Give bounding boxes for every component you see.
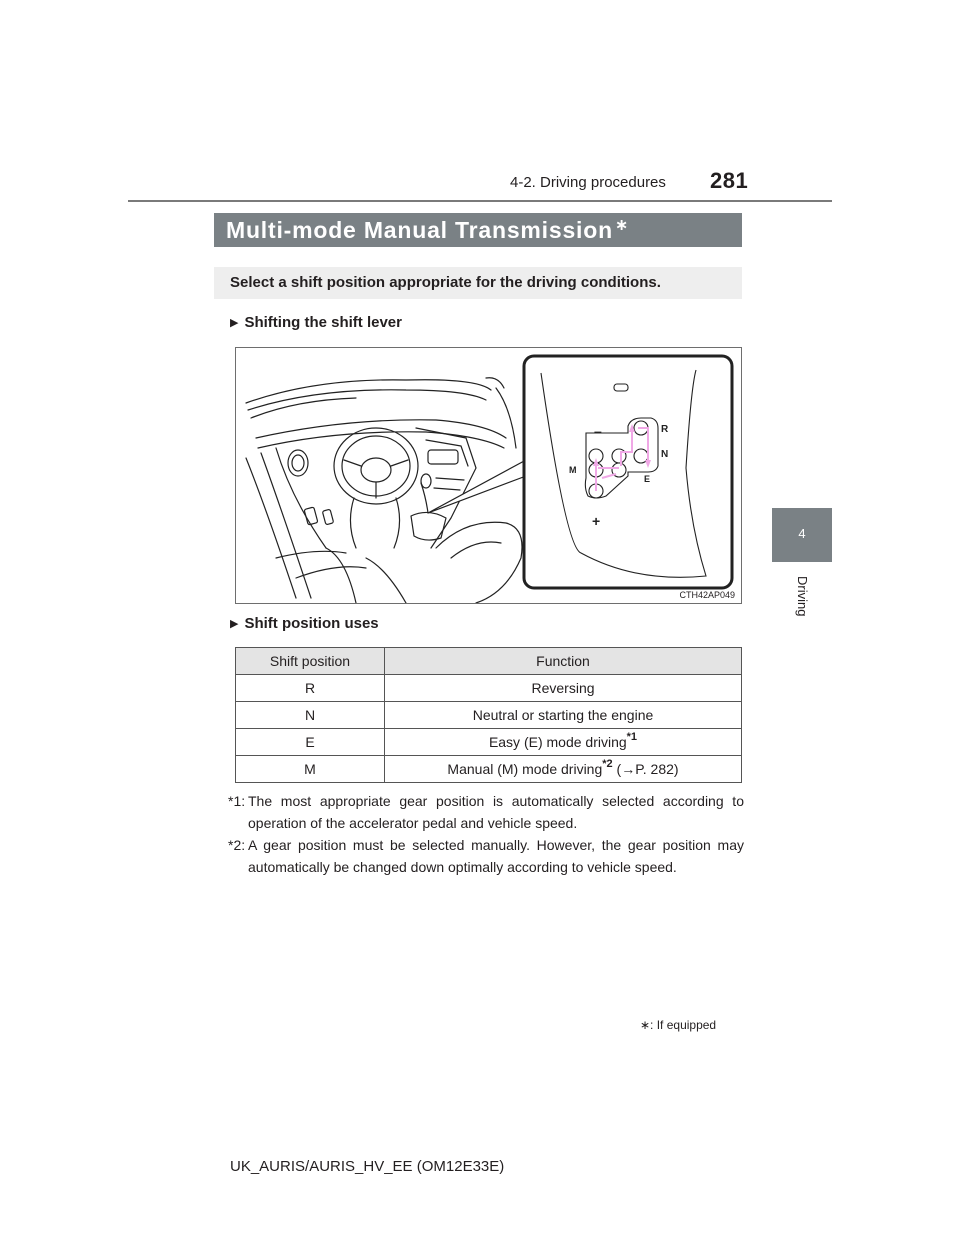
footnote-text: A gear position must be selected manually. However, the gear position may automatically be changed down optimally according to vehicle speed. <box>248 837 744 875</box>
section-heading-text: Shifting the shift lever <box>244 314 402 331</box>
air-vent <box>288 450 308 476</box>
page-title-text: Multi-mode Manual Transmission <box>226 217 613 243</box>
dashboard-line <box>256 420 506 438</box>
figure-code: CTH42AP049 <box>679 590 735 600</box>
section-heading-uses <box>230 615 379 632</box>
header-divider <box>128 200 832 202</box>
cell-function <box>385 675 742 702</box>
section-heading-text: Shift position uses <box>244 615 379 632</box>
chapter-title: Driving <box>795 576 810 617</box>
document-footer: UK_AURIS/AURIS_HV_EE (OM12E33E) <box>230 1158 505 1175</box>
triangle-bullet-icon: ▶ <box>230 618 239 630</box>
section-reference: 4-2. Driving procedures <box>510 174 666 191</box>
cell-position: M <box>236 756 385 783</box>
cabin-illustration <box>236 348 741 603</box>
windshield-top-line <box>246 380 491 403</box>
if-equipped-note: ∗: If equipped <box>640 1018 717 1032</box>
cell-position: R <box>236 675 385 702</box>
title-bar <box>214 213 742 247</box>
triangle-bullet-icon: ▶ <box>230 317 239 329</box>
gate-label-minus: – <box>594 423 602 439</box>
footnote-ref: *2 <box>602 758 613 770</box>
lead-text: Select a shift position appropriate for the driving conditions. <box>230 274 661 291</box>
shift-lever-figure <box>235 347 742 604</box>
gate-label-m: M <box>569 465 577 475</box>
footnote-mark: *1: <box>228 793 246 809</box>
page-number: 281 <box>710 168 749 193</box>
chapter-tab <box>772 508 832 562</box>
table-row <box>236 675 742 702</box>
cell-position: E <box>236 729 385 756</box>
cell-function-text: Manual (M) mode driving <box>447 761 603 777</box>
cell-function-text: Reversing <box>531 680 595 696</box>
table-header-row <box>236 648 742 675</box>
callout-pointer <box>428 460 526 513</box>
gate-label-plus: + <box>592 513 601 529</box>
gate-label-e: E <box>644 474 651 484</box>
footnote-1 <box>228 790 744 834</box>
table-row <box>236 756 742 783</box>
chapter-title-tab <box>772 562 832 642</box>
cell-function <box>385 729 742 756</box>
cell-function <box>385 702 742 729</box>
gate-label-n: N <box>661 449 669 460</box>
table-row <box>236 702 742 729</box>
footnote-ref: *1 <box>626 731 638 743</box>
footnote-text: The most appropriate gear position is automatically selected according to operation of the accelerator pedal and vehicle speed. <box>248 793 744 831</box>
shift-position-table <box>235 647 742 783</box>
table-row <box>236 729 742 756</box>
section-heading-shifting <box>230 314 402 331</box>
page-title <box>226 217 629 244</box>
cell-function <box>385 756 742 783</box>
gate-label-r: R <box>661 424 669 435</box>
cell-function-text: Easy (E) mode driving <box>488 734 627 750</box>
cell-position: N <box>236 702 385 729</box>
footnote-2 <box>228 834 744 878</box>
lead-box <box>214 267 742 299</box>
cell-function-text: Neutral or starting the engine <box>472 707 654 723</box>
column-header-position: Shift position <box>236 648 385 675</box>
chapter-number: 4 <box>798 526 806 541</box>
seat <box>436 522 522 603</box>
column-header-function: Function <box>385 648 742 675</box>
page-reference-link[interactable]: (→P. 282) <box>612 761 679 777</box>
footnote-mark: *2: <box>228 837 246 853</box>
title-optional-mark: ∗ <box>614 217 630 234</box>
